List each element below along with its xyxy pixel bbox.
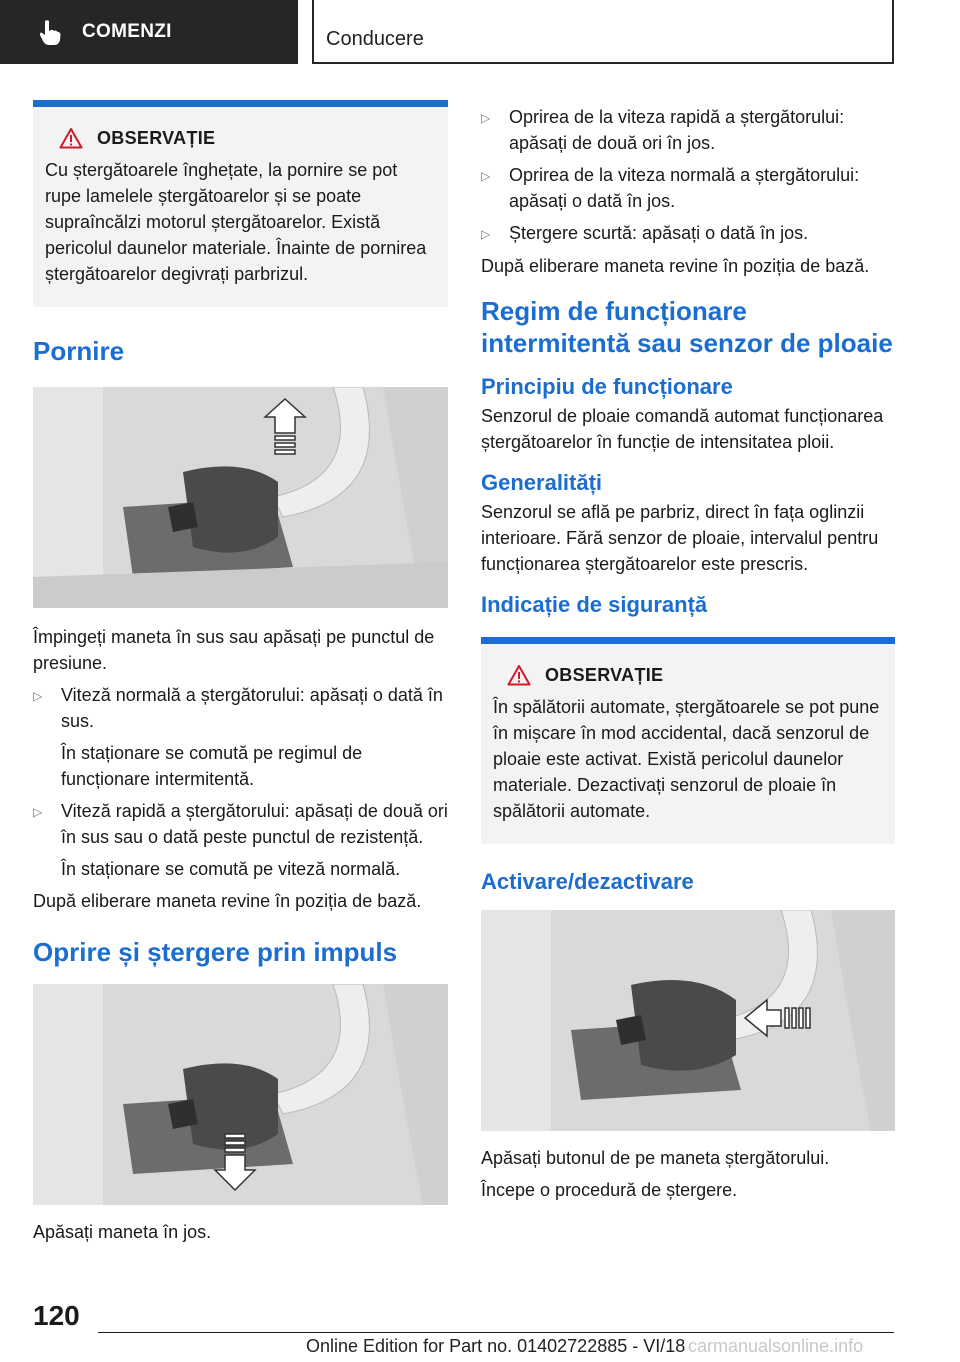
heading-siguranta: Indicație de siguranță [481,592,708,617]
bullet-triangle-icon: ▷ [481,227,491,241]
bullet-triangle-icon: ▷ [33,689,43,703]
list-item-note: În staționare se comută pe viteză normală. [61,859,401,879]
heading-oprire: Oprire și ștergere prin impuls [33,937,398,967]
illustration-button-press [481,910,895,1131]
warning-body: În spălătorii automate, ștergătoarele se pot pune în mișcare în mod accidental, dacă senzorul de ploaie este activat. Există pericolul daunelor materiale. Dezactivați senzorul de ploaie în spălătorii automate. [493,697,880,821]
chapter-box [312,0,894,64]
section-tab [0,0,298,64]
section-tab-label: COMENZI [82,21,172,42]
right-after: După eliberare maneta revine în poziția de bază. [481,256,870,276]
oprire-caption: Apăsați maneta în jos. [33,1222,212,1242]
generalitati-body: Senzorul se află pe parbriz, direct în fața oglinzii interioare. Fără senzor de ploaie, intervalul pentru funcționarea ștergătoarelor este prescris. [481,502,879,574]
list-item: ▷ Oprirea de la viteza normală a ștergătorului: apăsați o dată în jos. [481,162,895,214]
activare-caption-2: Începe o procedură de ștergere. [481,1180,738,1200]
warning-triangle-icon [507,664,531,686]
illustration-lever-up [33,387,448,608]
bullet-triangle-icon: ▷ [481,169,491,183]
watermark: carmanualsonline.info [688,1336,864,1356]
bullet-triangle-icon: ▷ [33,805,43,819]
heading-generalitati: Generalități [481,470,603,495]
left-column [33,100,448,1245]
illustration-lever-down [33,984,448,1205]
page-number: 120 [33,1300,80,1331]
warning-body: Cu ștergătoarele înghețate, la pornire se pot rupe lamelele ștergătoarelor și se poate supraîncălzi motorul ștergătoarelor. Există pericolul daunelor materiale. Înainte de pornirea ștergătoarelor degivrați parbrizul. [45,160,427,284]
right-column [481,104,895,1203]
pornire-intro: Împingeți maneta în sus sau apăsați pe punctul de presiune. [33,627,435,673]
warning-triangle-icon [59,127,83,149]
heading-activare: Activare/dezactivare [481,869,694,894]
footer-rule [98,1332,894,1333]
pornire-after: După eliberare maneta revine în poziția de bază. [33,891,422,911]
heading-principiu: Principiu de funcționare [481,374,733,399]
list-item: ▷ Viteză normală a ștergătorului: apăsați o dată în sus. [33,682,448,734]
bullet-triangle-icon: ▷ [481,111,491,125]
activare-caption-1: Apăsați butonul de pe maneta ștergătorului. [481,1148,830,1168]
hand-icon [36,18,64,46]
list-item: ▷ Viteză rapidă a ștergătorului: apăsați de două ori în sus sau o dată peste punctul de rezistență. [33,798,448,850]
warning-note [481,637,895,844]
list-item: ▷ Oprirea de la viteza rapidă a ștergătorului: apăsați de două ori în jos. [481,104,895,156]
warning-title: OBSERVAȚIE [97,127,216,148]
warning-title: OBSERVAȚIE [545,664,664,685]
principiu-body: Senzorul de ploaie comandă automat funcționarea ștergătoarelor în funcție de intensitatea ploii. [481,406,884,452]
chapter-title: Conducere [326,28,424,50]
list-item-note: În staționare se comută pe regimul de funcționare intermitentă. [61,743,363,789]
heading-pornire: Pornire [33,336,125,366]
warning-note [33,100,448,307]
heading-regim: Regim de funcționare intermitentă sau senzor de ploaie [481,296,893,358]
list-item: ▷ Ștergere scurtă: apăsați o dată în jos. [481,220,895,247]
edition-text: Online Edition for Part no. 01402722885 - VI/18 [306,1336,686,1356]
